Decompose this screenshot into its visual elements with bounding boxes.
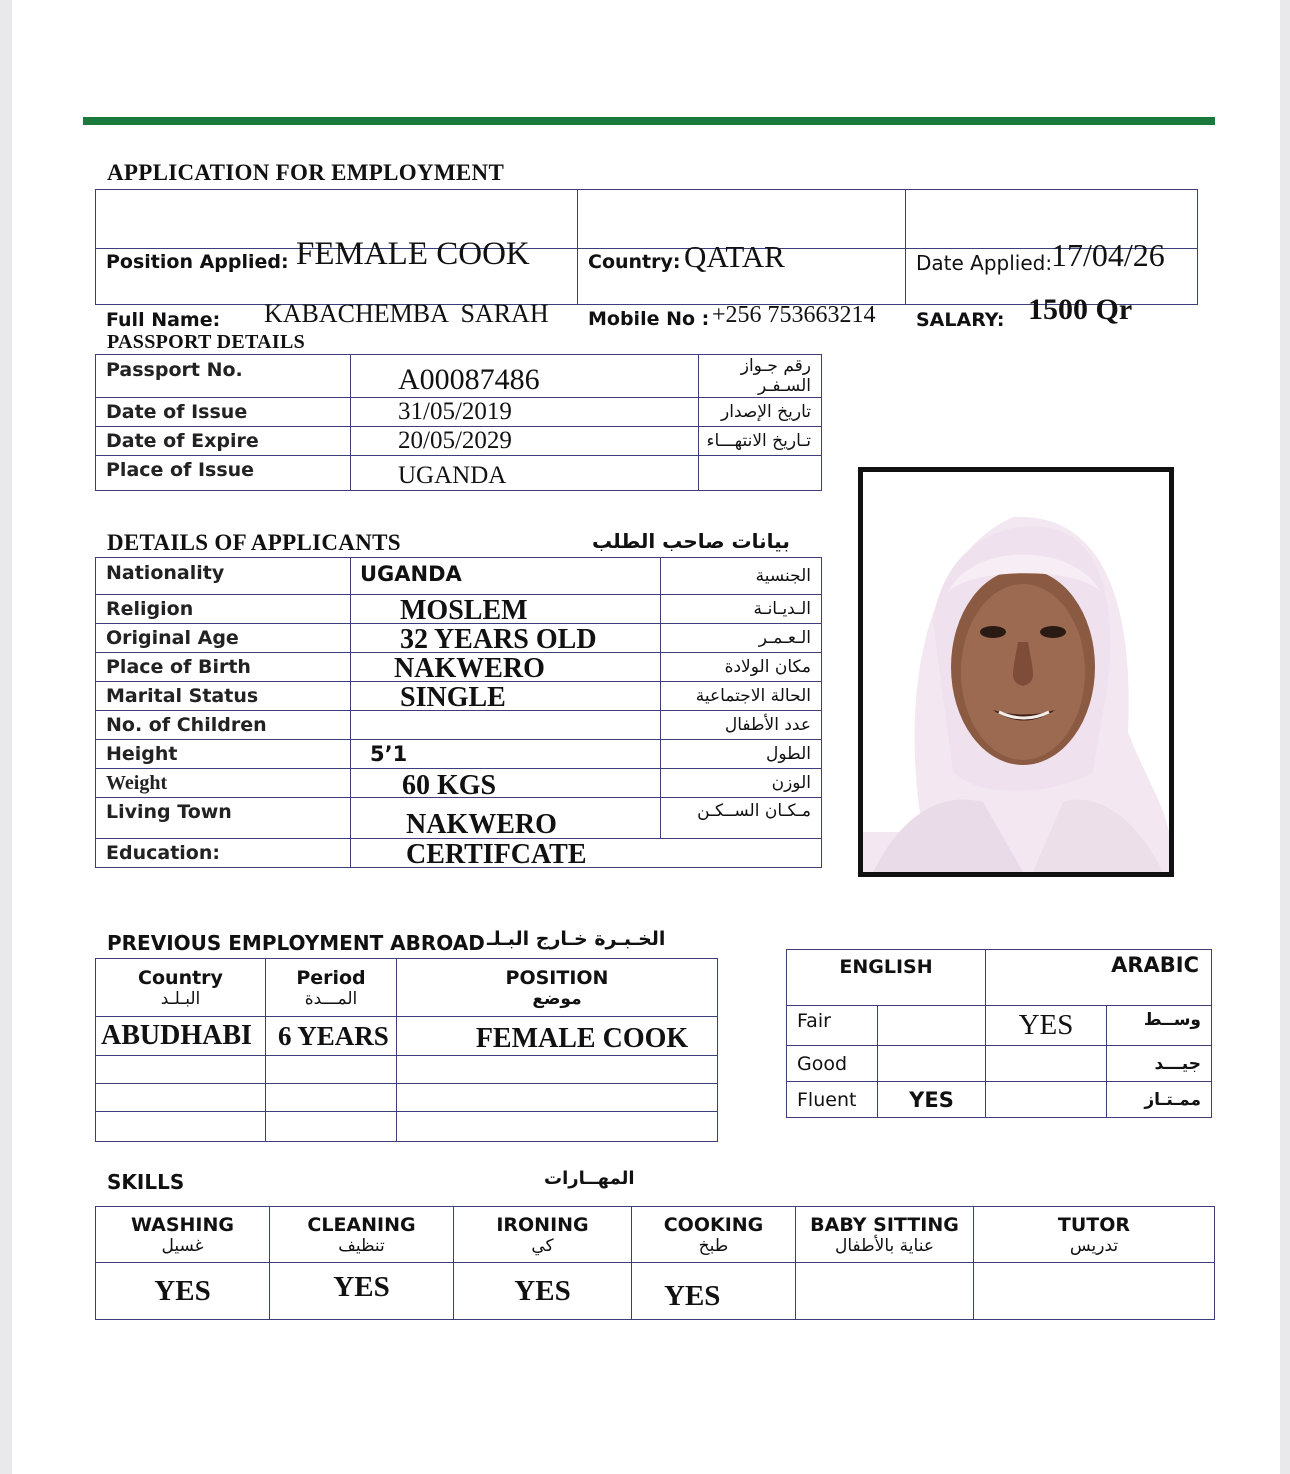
table-row xyxy=(96,1017,718,1056)
age-value: 32 YEARS OLD xyxy=(351,624,661,653)
issue-place-value: UGANDA xyxy=(351,456,699,491)
skill-cooking xyxy=(632,1207,796,1263)
table-row xyxy=(96,740,822,769)
skill-tutor xyxy=(974,1207,1215,1263)
table-row xyxy=(787,1082,1212,1118)
table-row xyxy=(96,682,822,711)
skill-name-ar: كي xyxy=(531,1235,554,1256)
weight-value: 60 KGS xyxy=(351,769,661,798)
table-row xyxy=(96,1263,1215,1320)
good-label-ar: جيـــد xyxy=(1107,1046,1212,1082)
fluent-arabic-value xyxy=(986,1082,1107,1118)
weight-label: Weight xyxy=(96,769,351,798)
table-row xyxy=(96,456,822,491)
birthplace-label: Place of Birth xyxy=(96,653,351,682)
living-town-value: NAKWERO xyxy=(351,798,661,839)
salary-label: SALARY: xyxy=(916,308,1005,331)
table-row xyxy=(96,1056,718,1084)
table-row xyxy=(787,1006,1212,1046)
table-row xyxy=(96,355,822,398)
table-row xyxy=(96,959,718,1017)
employment-heading: PREVIOUS EMPLOYMENT ABROAD xyxy=(107,931,485,955)
col-country xyxy=(96,959,266,1017)
living-town-label: Living Town xyxy=(96,798,351,839)
table-row xyxy=(96,798,822,839)
education-label: Education: xyxy=(96,839,351,868)
employment-position-empty xyxy=(397,1112,718,1142)
country-label: Country: xyxy=(588,251,681,273)
skill-cooking-value: YES xyxy=(632,1263,796,1320)
passport-label-ar: رقم جـواز السـفـر xyxy=(699,355,822,398)
col-country-label: Country xyxy=(138,966,223,989)
full-name-value: KABACHEMBA SARAH xyxy=(264,298,549,328)
employment-position-value: FEMALE COOK xyxy=(397,1017,718,1056)
passport-heading: PASSPORT DETAILS xyxy=(107,331,306,353)
table-row xyxy=(96,427,822,456)
skill-ironing xyxy=(454,1207,632,1263)
skill-name: CLEANING xyxy=(307,1213,416,1236)
employment-country-empty xyxy=(96,1084,266,1112)
age-label-ar: الـعـمـر xyxy=(661,624,822,653)
skill-name-ar: تنظيف xyxy=(338,1235,385,1256)
col-period-label-ar: المـــدة xyxy=(304,988,358,1009)
table-row xyxy=(787,950,1212,1006)
table-row xyxy=(787,1046,1212,1082)
passport-table xyxy=(95,354,822,491)
religion-label-ar: الـديـانـة xyxy=(661,595,822,624)
applicant-table xyxy=(95,557,822,868)
employment-period-empty xyxy=(266,1112,397,1142)
application-page xyxy=(12,0,1280,1474)
expire-date-value: 20/05/2029 xyxy=(351,427,699,456)
skill-name: IRONING xyxy=(496,1213,589,1236)
col-position xyxy=(397,959,718,1017)
good-label: Good xyxy=(787,1046,878,1082)
col-position-label-ar: موضع xyxy=(532,988,582,1009)
full-name-label: Full Name: xyxy=(106,308,221,331)
fair-label: Fair xyxy=(787,1006,878,1046)
religion-value: MOSLEM xyxy=(351,595,661,624)
issue-place-label-ar xyxy=(699,456,822,491)
religion-label: Religion xyxy=(96,595,351,624)
issue-date-value: 31/05/2019 xyxy=(351,398,699,427)
height-value: 5’1 xyxy=(351,740,661,769)
employment-heading-ar: الخـبـرة خـارج البـلـ xyxy=(487,928,666,950)
nationality-label-ar: الجنسية xyxy=(661,558,822,595)
marital-status-label-ar: الحالة الاجتماعية xyxy=(661,682,822,711)
skill-name: BABY SITTING xyxy=(810,1213,959,1236)
skill-baby-sitting xyxy=(796,1207,974,1263)
table-row xyxy=(96,839,822,868)
fair-arabic-value: YES xyxy=(986,1006,1107,1046)
position-label: Position Applied: xyxy=(106,251,289,273)
living-town-label-ar: مـكـان الســكـن xyxy=(661,798,822,839)
english-header: ENGLISH xyxy=(787,950,986,1006)
applicant-photo-frame xyxy=(858,467,1174,877)
expire-date-label-ar: تـاريخ الانتهـــاء xyxy=(699,427,822,456)
skill-ironing-value: YES xyxy=(454,1263,632,1320)
col-period xyxy=(266,959,397,1017)
fluent-english-value: YES xyxy=(878,1082,986,1118)
issue-date-label-ar: تاريخ الإصدار xyxy=(699,398,822,427)
skill-name-ar: عناية بالأطفال xyxy=(835,1235,934,1256)
skill-baby-sitting-value xyxy=(796,1263,974,1320)
skills-heading: SKILLS xyxy=(107,1170,185,1194)
skill-washing-value: YES xyxy=(96,1263,270,1320)
nationality-label: Nationality xyxy=(96,558,351,595)
fluent-label: Fluent xyxy=(787,1082,878,1118)
col-position-label: POSITION xyxy=(505,966,609,989)
expire-date-label: Date of Expire xyxy=(96,427,351,456)
education-value: CERTIFCATE xyxy=(351,839,822,868)
language-table xyxy=(786,949,1212,1118)
applicant-heading-ar: بيانات صاحب الطلب xyxy=(592,529,790,553)
form-title: APPLICATION FOR EMPLOYMENT xyxy=(107,160,505,185)
table-row xyxy=(96,398,822,427)
employment-period-value: 6 YEARS xyxy=(266,1017,397,1056)
skill-name-ar: غسيل xyxy=(161,1235,204,1256)
children-value xyxy=(351,711,661,740)
skill-name-ar: تدريس xyxy=(1069,1235,1119,1256)
passport-number-value: A00087486 xyxy=(351,355,699,398)
table-row xyxy=(96,1207,1215,1263)
skill-name: WASHING xyxy=(131,1213,234,1236)
height-label: Height xyxy=(96,740,351,769)
skill-washing xyxy=(96,1207,270,1263)
employment-country-value: ABUDHABI xyxy=(96,1017,266,1056)
weight-label-ar: الوزن xyxy=(661,769,822,798)
salary-value: 1500 Qr xyxy=(1028,292,1133,326)
fluent-label-ar: ممـتـاز xyxy=(1107,1082,1212,1118)
skill-tutor-value xyxy=(974,1263,1215,1320)
birthplace-label-ar: مكان الولادة xyxy=(661,653,822,682)
applicant-heading: DETAILS OF APPLICANTS xyxy=(107,530,401,555)
header-table xyxy=(95,189,1198,331)
skill-cleaning-value: YES xyxy=(270,1263,454,1320)
employment-country-empty xyxy=(96,1112,266,1142)
table-row xyxy=(96,769,822,798)
country-value: QATAR xyxy=(684,239,785,274)
marital-status-label: Marital Status xyxy=(96,682,351,711)
employment-period-empty xyxy=(266,1056,397,1084)
employment-period-empty xyxy=(266,1084,397,1112)
passport-label: Passport No. xyxy=(96,355,351,398)
skills-table xyxy=(95,1206,1215,1320)
fair-label-ar: وســط xyxy=(1107,1006,1212,1046)
age-label: Original Age xyxy=(96,624,351,653)
table-row xyxy=(96,711,822,740)
children-label: No. of Children xyxy=(96,711,351,740)
mobile-value: +256 753663214 xyxy=(712,301,876,328)
good-arabic-value xyxy=(986,1046,1107,1082)
table-row xyxy=(96,624,822,653)
height-label-ar: الطول xyxy=(661,740,822,769)
employment-position-empty xyxy=(397,1084,718,1112)
fair-english-value xyxy=(878,1006,986,1046)
date-applied-value: 17/04/26 xyxy=(1051,237,1165,273)
table-row xyxy=(96,558,822,595)
table-row xyxy=(96,653,822,682)
date-applied-label: Date Applied: xyxy=(916,251,1053,275)
issue-date-label: Date of Issue xyxy=(96,398,351,427)
issue-place-label: Place of Issue xyxy=(96,456,351,491)
position-value: FEMALE COOK xyxy=(296,236,530,272)
birthplace-value: NAKWERO xyxy=(351,653,661,682)
table-row xyxy=(96,1084,718,1112)
header-rule xyxy=(83,117,1215,125)
employment-country-empty xyxy=(96,1056,266,1084)
col-period-label: Period xyxy=(296,966,366,989)
skills-heading-ar: المهــارات xyxy=(544,1168,635,1189)
table-row xyxy=(96,595,822,624)
col-country-label-ar: البـلـد xyxy=(160,988,201,1009)
mobile-label: Mobile No : xyxy=(588,307,710,330)
skill-cleaning xyxy=(270,1207,454,1263)
skill-name-ar: طبخ xyxy=(698,1235,729,1256)
table-row xyxy=(96,1112,718,1142)
employment-table xyxy=(95,958,718,1142)
skill-name: COOKING xyxy=(663,1213,764,1236)
skill-name: TUTOR xyxy=(1057,1213,1131,1236)
children-label-ar: عدد الأطفال xyxy=(661,711,822,740)
arabic-header: ARABIC xyxy=(986,950,1212,1006)
nationality-value: UGANDA xyxy=(351,558,661,595)
good-english-value xyxy=(878,1046,986,1082)
employment-position-empty xyxy=(397,1056,718,1084)
marital-status-value: SINGLE xyxy=(351,682,661,711)
applicant-photo xyxy=(863,472,1169,872)
